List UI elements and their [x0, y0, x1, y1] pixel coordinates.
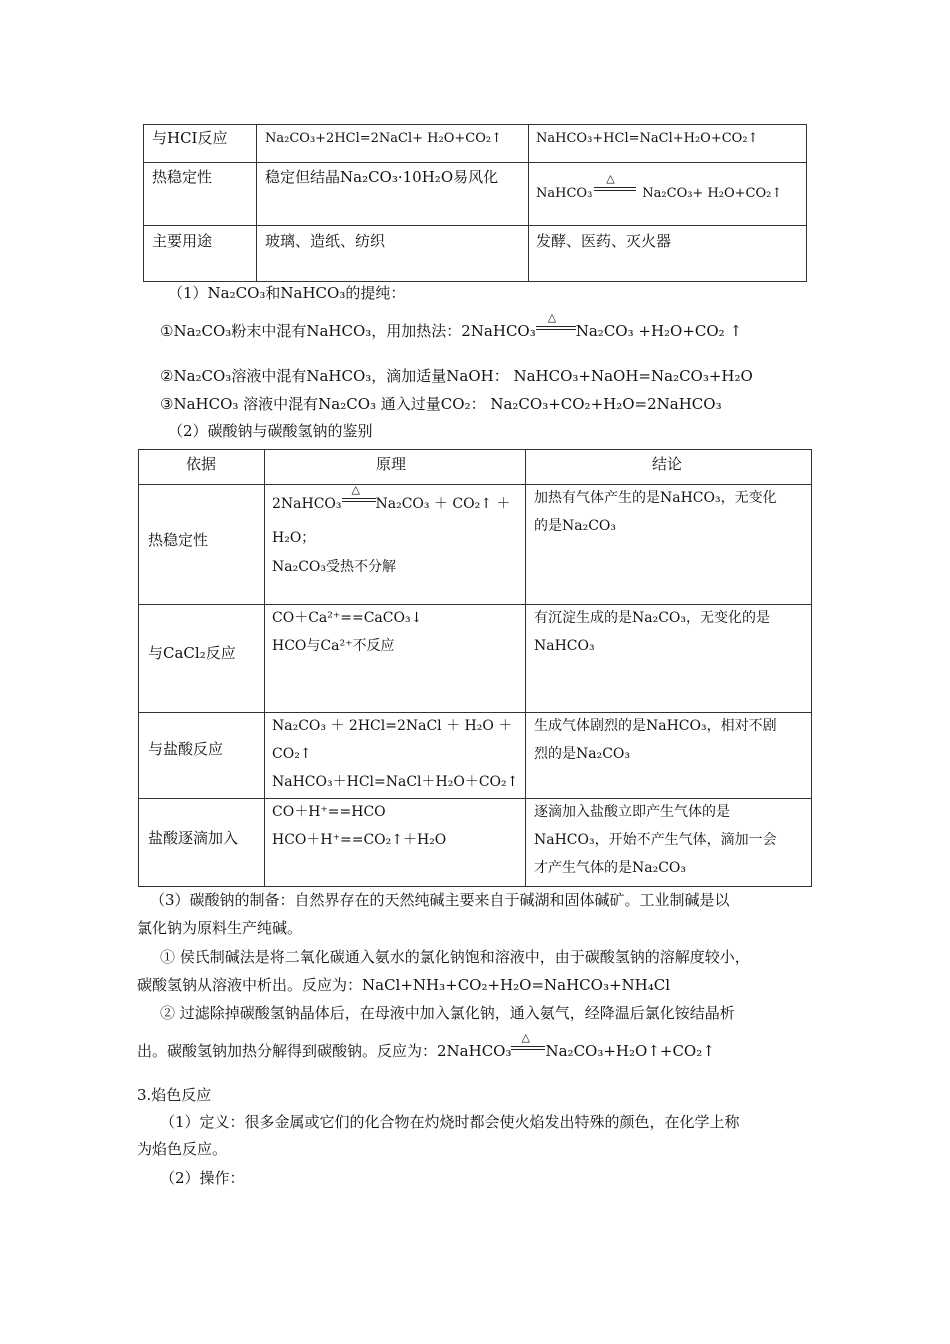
principle-cell — [272, 798, 517, 854]
heat-triangle-icon: △ — [521, 1031, 530, 1044]
column-header: 结论 — [652, 455, 683, 473]
purify-item-2: ②Na₂CO₃溶液中混有NaHCO₃，滴加适量NaOH： NaHCO₃+NaOH=Na₂CO₃+H₂O — [160, 367, 753, 385]
reactant: NaHCO₃ — [536, 186, 593, 201]
principle-line: NaHCO₃＋HCl=NaCl＋H₂O＋CO₂↑ — [272, 774, 519, 790]
principle-cell — [272, 604, 517, 660]
conclusion-line: 生成气体剧烈的是NaHCO₃，相对不剧 — [534, 718, 777, 734]
heating-condition-icon — [342, 483, 376, 510]
conclusion-line: 烈的是Na₂CO₃ — [534, 746, 631, 762]
row-label: 与CaCl₂反应 — [148, 644, 236, 662]
conclusion-line: NaHCO₃ — [534, 638, 595, 654]
conclusion-cell — [534, 604, 809, 660]
purify-item-3: ③NaHCO₃ 溶液中混有Na₂CO₃ 通入过量CO₂： Na₂CO₃+CO₂+H₂O=2NaHCO₃ — [160, 395, 722, 413]
heating-condition-icon — [511, 1031, 545, 1058]
definition-line: 为焰色反应。 — [137, 1140, 228, 1158]
nahco3-uses: 发酵、医药、灭火器 — [536, 232, 672, 250]
products: Na₂CO₃+ H₂O+CO₂↑ — [642, 186, 783, 201]
conclusion-line: 才产生气体的是Na₂CO₃ — [534, 860, 687, 876]
na2co3-stability-text: 稳定但结晶Na₂CO₃·10H₂O易风化 — [265, 168, 499, 186]
heating-condition-icon — [594, 172, 636, 199]
conclusion-cell — [534, 798, 809, 882]
column-header: 原理 — [376, 455, 407, 473]
operation-label: （2）操作： — [160, 1169, 245, 1187]
row-label: 与盐酸反应 — [148, 740, 224, 758]
principle-line: HCO与Ca²⁺不反应 — [272, 638, 395, 654]
heat-triangle-icon: △ — [351, 483, 360, 496]
principle-line: CO＋H⁺==HCO — [272, 804, 386, 820]
na2co3-uses: 玻璃、造纸、纺织 — [265, 232, 386, 250]
prep-line: ② 过滤除掉碳酸氢钠晶体后，在母液中加入氯化钠，通入氨气，经降温后氯化铵结晶析 — [160, 1004, 735, 1022]
definition-line: （1）定义：很多金属或它们的化合物在灼烧时都会使火焰发出特殊的颜色，在化学上称 — [160, 1113, 740, 1131]
conclusion-line: 有沉淀生成的是Na₂CO₃，无变化的是 — [534, 610, 771, 626]
heat-triangle-icon: △ — [606, 172, 615, 185]
row-label: 与HCI反应 — [152, 129, 228, 147]
conclusion-cell — [534, 484, 809, 540]
prep-line: 碳酸氢钠从溶液中析出。反应为：NaCl+NH₃+CO₂+H₂O=NaHCO₃+NH₄Cl — [137, 976, 671, 994]
principle-line: Na₂CO₃ ＋ 2HCl=2NaCl ＋ H₂O ＋ — [272, 718, 513, 734]
equation-suffix: Na₂CO₃+H₂O↑+CO₂↑ — [545, 1042, 715, 1060]
principle-line: Na₂CO₃受热不分解 — [272, 559, 397, 575]
principle-line: H₂O； — [272, 530, 316, 546]
principle-line: CO＋Ca²⁺==CaCO₃↓ — [272, 610, 423, 626]
conclusion-line: NaHCO₃，开始不产生气体，滴加一会 — [534, 832, 777, 848]
row-label: 盐酸逐滴加入 — [148, 829, 239, 847]
principle-line — [272, 483, 517, 517]
nahco3-decomposition-equation — [536, 172, 783, 204]
conclusion-line: 的是Na₂CO₃ — [534, 518, 617, 534]
row-label: 热稳定性 — [148, 531, 209, 549]
conclusion-line: 逐滴加入盐酸立即产生气体的是 — [534, 804, 730, 820]
prep-line: （3）碳酸钠的制备：自然界存在的天然纯碱主要来自于碱湖和固体碱矿。工业制碱是以 — [150, 891, 730, 909]
principle-line: HCO＋H⁺==CO₂↑＋H₂O — [272, 832, 447, 848]
prep-line: ① 侯氏制碱法是将二氧化碳通入氨水的氯化钠饱和溶液中，由于碳酸氢钠的溶解度较小， — [160, 948, 750, 966]
products: Na₂CO₃ ＋ CO₂↑ ＋ — [375, 496, 511, 512]
equation-suffix: Na₂CO₃ +H₂O+CO₂ ↑ — [575, 322, 743, 340]
section-heading: 3.焰色反应 — [137, 1086, 212, 1104]
row-label: 主要用途 — [152, 232, 213, 250]
equation-prefix: 出。碳酸氢钠加热分解得到碳酸钠。反应为：2NaHCO₃ — [137, 1042, 512, 1060]
heat-triangle-icon: △ — [547, 311, 557, 324]
prep-line: 氯化钠为原料生产纯碱。 — [137, 919, 303, 937]
row-label: 热稳定性 — [152, 168, 213, 186]
na2co3-hcl-equation: Na₂CO₃+2HCl=2NaCl+ H₂O+CO₂↑ — [265, 131, 502, 146]
equation-prefix: ①Na₂CO₃粉末中混有NaHCO₃，用加热法：2NaHCO₃ — [160, 322, 536, 340]
column-header: 依据 — [186, 455, 217, 473]
identify-title: （2）碳酸钠与碳酸氢钠的鉴别 — [168, 422, 373, 440]
conclusion-line: 加热有气体产生的是NaHCO₃，无变化 — [534, 490, 777, 506]
principle-line: CO₂↑ — [272, 746, 312, 762]
heating-condition-icon — [536, 311, 576, 338]
principle-cell — [272, 483, 517, 580]
purify-title: （1）Na₂CO₃和NaHCO₃的提纯： — [168, 284, 406, 302]
principle-cell — [272, 712, 517, 796]
purify-item-1 — [160, 311, 743, 341]
prep-line — [137, 1031, 715, 1061]
reactant: 2NaHCO₃ — [272, 496, 342, 512]
nahco3-hcl-equation: NaHCO₃+HCl=NaCl+H₂O+CO₂↑ — [536, 131, 759, 146]
conclusion-cell — [534, 712, 809, 768]
